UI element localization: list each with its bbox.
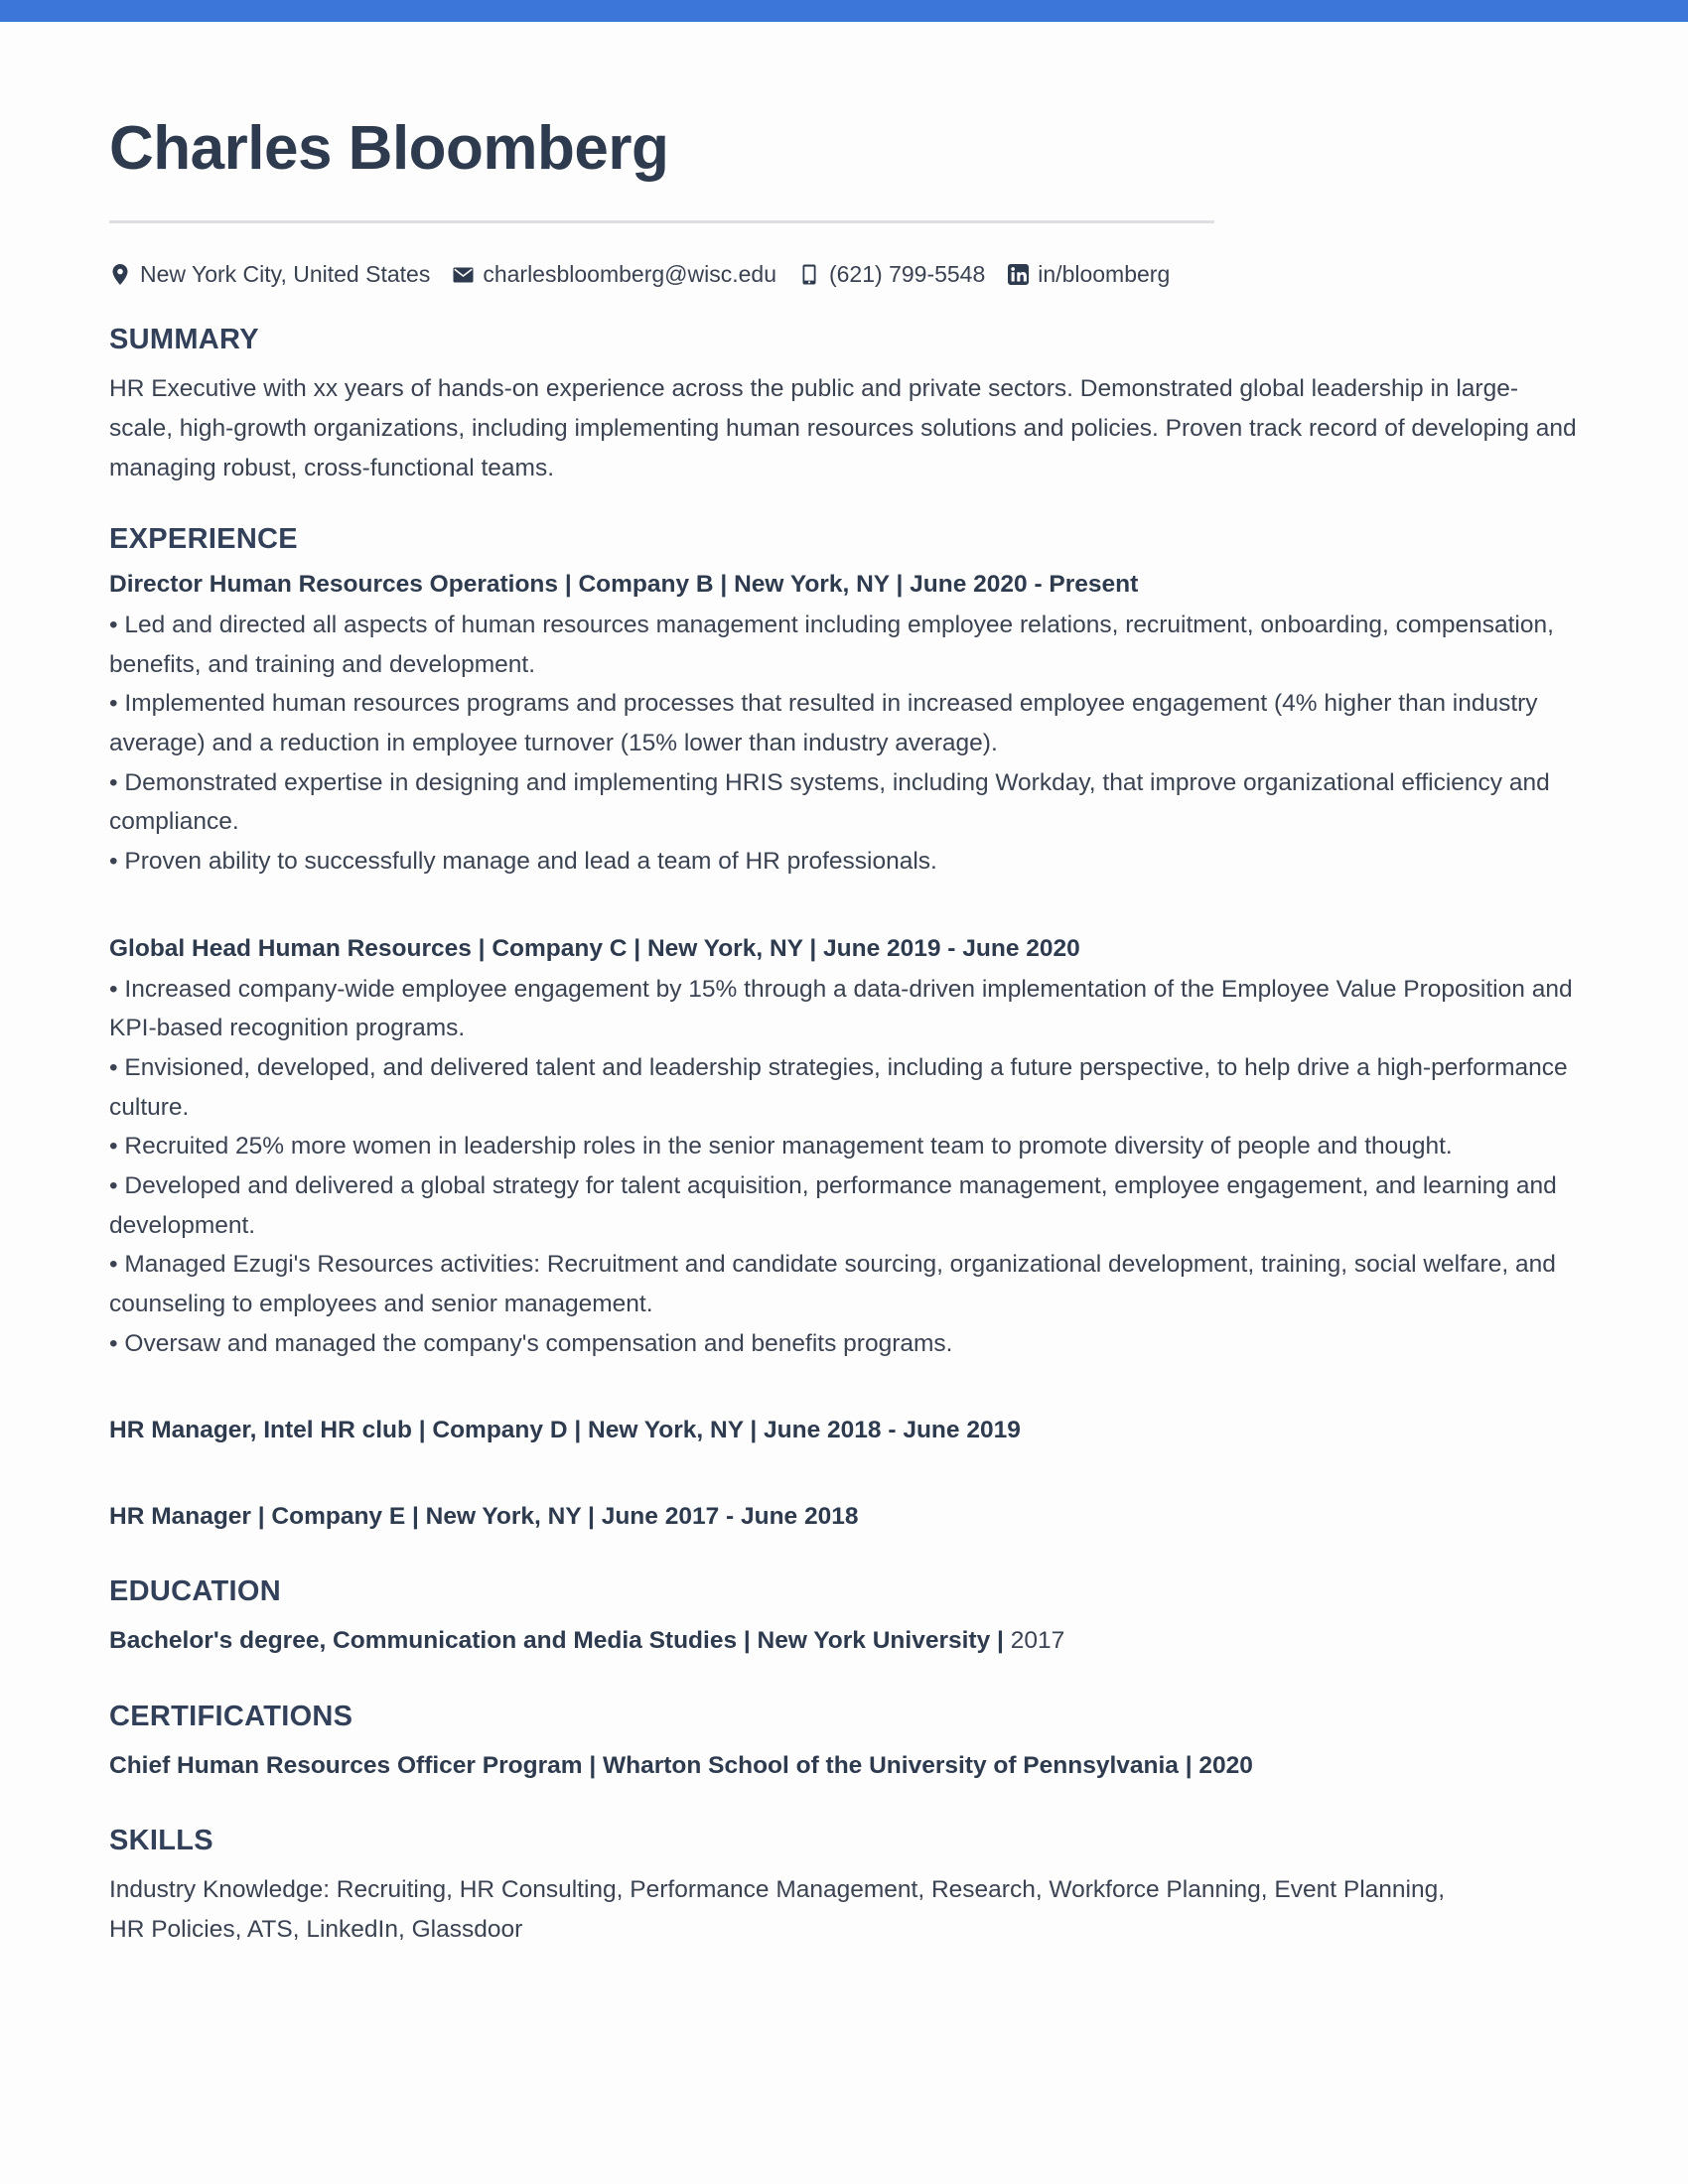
experience-entry [109,931,1579,1364]
experience-bullet: • Proven ability to successfully manage and lead a team of HR professionals. [109,848,937,876]
contact-email [452,261,776,288]
section-skills [109,1825,1579,1949]
experience-entry [109,567,1579,882]
experience-heading: Global Head Human Resources | Company C | New York, NY | June 2019 - June 2020 [109,934,1080,962]
certification-entry [109,1746,1579,1786]
contact-phone-text: (621) 799-5548 [828,261,986,288]
linkedin-icon [1007,263,1029,287]
section-certifications [109,1701,1579,1786]
experience-bullet: • Recruited 25% more women in leadership roles in the senior management team to promote diversity of people and thought. [109,1133,1453,1160]
accent-bar [0,0,1688,22]
skills-text: Industry Knowledge: Recruiting, HR Consulting, Performance Management, Research, Workforce Planning, Event Planning, HR Policies, ATS, LinkedIn, Glassdoor [109,1876,1446,1943]
experience-bullet: • Led and directed all aspects of human resources management including employee relations, recruitment, onboarding, compensation, benefits, and training and development. [109,612,1554,678]
entry-spacer [109,1389,1579,1413]
experience-entry [109,1499,1579,1536]
education-entry [109,1621,1579,1661]
resume-header [109,115,1579,288]
section-education [109,1575,1579,1661]
contact-email-text: charlesbloomberg@wisc.edu [483,261,776,288]
education-entry-year: 2017 [1010,1626,1065,1654]
experience-bullet: • Managed Ezugi's Resources activities: Recruitment and candidate sourcing, organizational development, training, social welfare, and counseling to employees and senior management. [109,1251,1556,1318]
location-pin-icon [109,263,131,287]
experience-bullet: • Oversaw and managed the company's compensation and benefits programs. [109,1329,953,1357]
summary-text: HR Executive with xx years of hands-on experience across the public and private sectors. Demonstrated global leadership in large-scale, high-growth organizations, including implementing human resources solutions and policies. Proven track record of developing and managing robust, cross-functional teams. [109,375,1577,481]
contact-location [109,261,430,288]
section-experience [109,523,1579,1536]
certification-entry-main: Chief Human Resources Officer Program | Wharton School of the University of Pennsylvania | 2020 [109,1751,1253,1779]
entry-spacer [109,907,1579,931]
section-title-experience: EXPERIENCE [109,523,298,556]
envelope-icon [452,263,474,287]
section-title-certifications: CERTIFICATIONS [109,1700,353,1732]
resume-content [0,22,1688,1950]
experience-bullet: • Implemented human resources programs and processes that resulted in increased employee engagement (4% higher than industry average) and a reduction in employee turnover (15% lower than industry average). [109,690,1538,757]
contact-location-text: New York City, United States [140,261,431,288]
experience-bullet: • Developed and delivered a global strategy for talent acquisition, performance management, employee engagement, and learning and development. [109,1172,1557,1239]
mobile-phone-icon [798,263,820,287]
header-divider [109,220,1214,223]
experience-heading: Director Human Resources Operations | Company B | New York, NY | June 2020 - Present [109,571,1139,599]
contact-phone [798,261,985,288]
contact-line [109,261,1579,288]
section-summary [109,324,1579,487]
section-title-summary: SUMMARY [109,324,259,356]
contact-linkedin [1007,261,1170,288]
experience-heading: HR Manager, Intel HR club | Company D | New York, NY | June 2018 - June 2019 [109,1417,1021,1444]
section-title-education: EDUCATION [109,1574,281,1607]
experience-bullet: • Demonstrated expertise in designing and implementing HRIS systems, including Workday, that improve organizational efficiency and compliance. [109,768,1550,836]
contact-linkedin-text: in/bloomberg [1038,261,1171,288]
candidate-name: Charles Bloomberg [109,114,669,183]
experience-heading: HR Manager | Company E | New York, NY | June 2017 - June 2018 [109,1503,859,1531]
experience-bullet: • Envisioned, developed, and delivered talent and leadership strategies, including a future perspective, to help drive a high-performance culture. [109,1053,1568,1121]
education-entry-main: Bachelor's degree, Communication and Media Studies | New York University | [109,1626,1011,1654]
experience-bullet: • Increased company-wide employee engagement by 15% through a data-driven implementation of the Employee Value Proposition and KPI-based recognition programs. [109,975,1573,1042]
experience-entry [109,1413,1579,1449]
section-title-skills: SKILLS [109,1825,213,1857]
entry-spacer [109,1475,1579,1499]
